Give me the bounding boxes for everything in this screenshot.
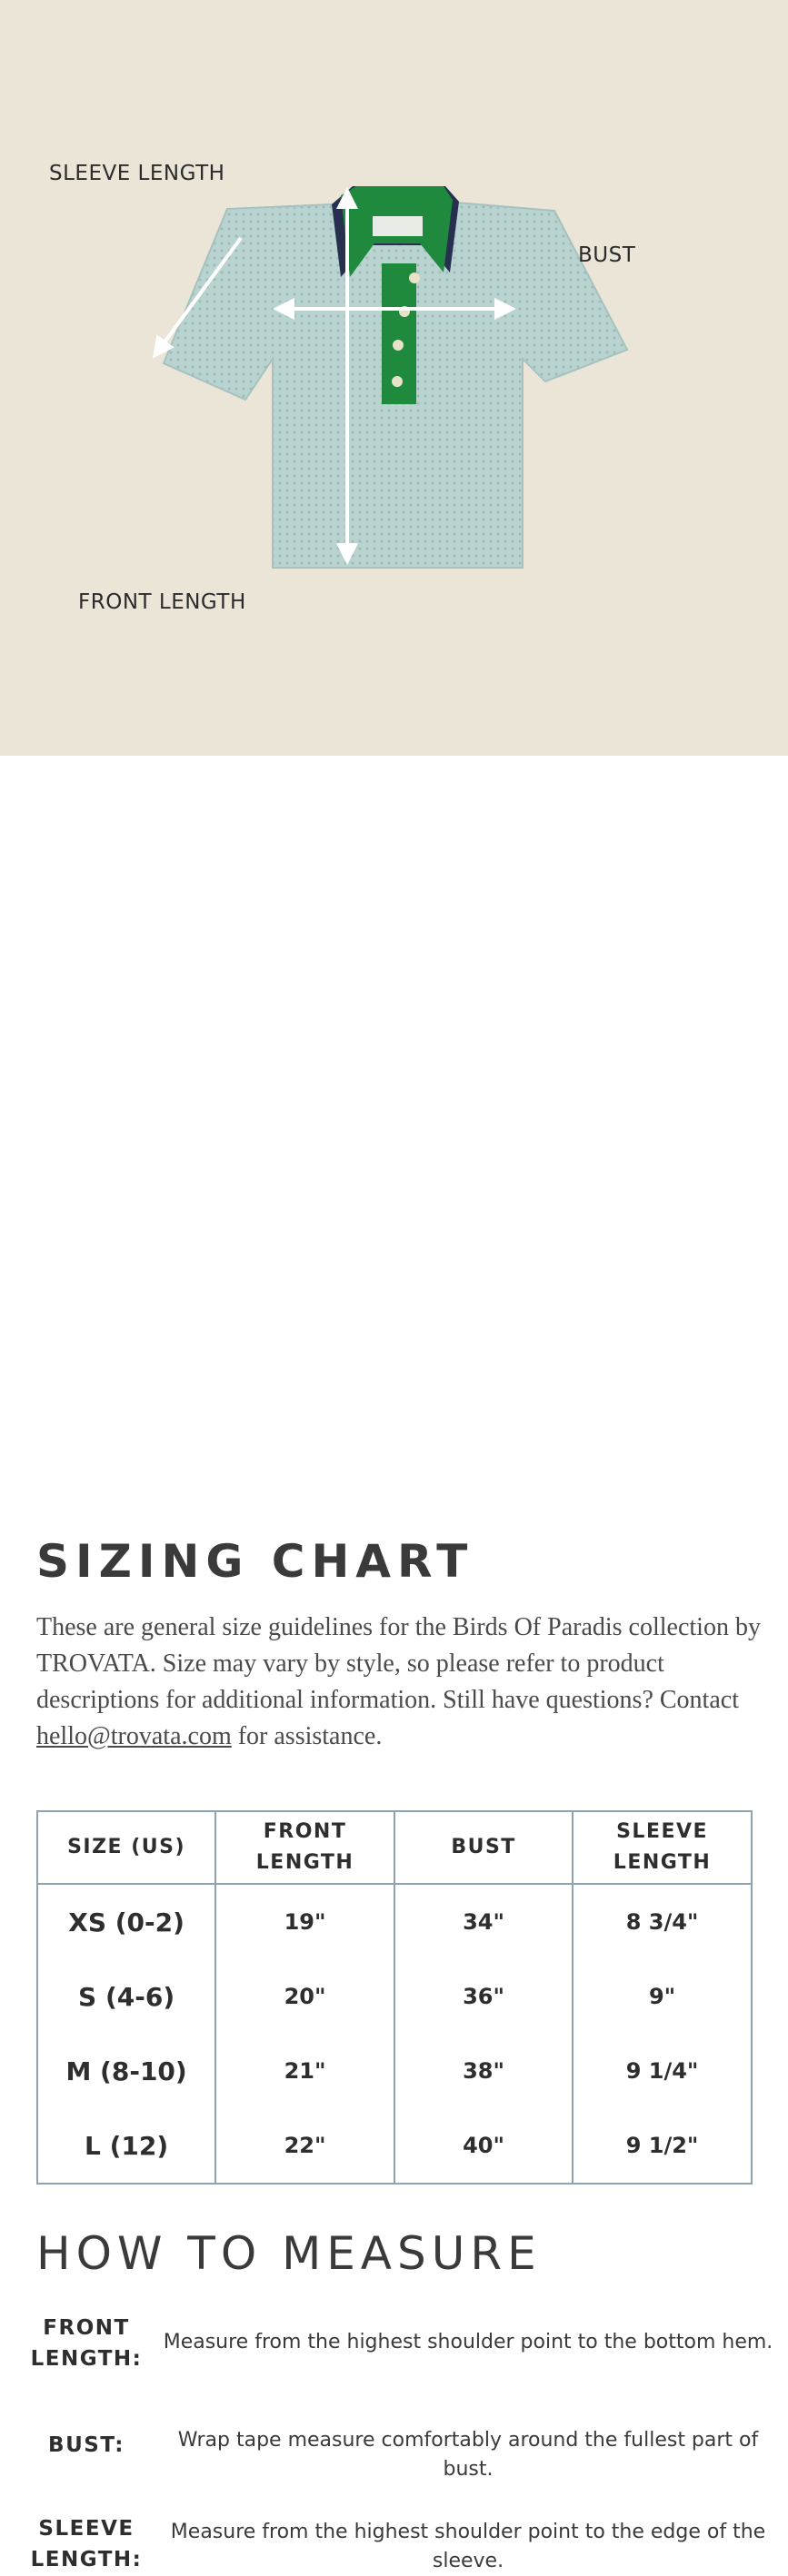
size-cell: M (8-10) (37, 2034, 215, 2108)
sizing-table (36, 1810, 753, 2185)
intro-text-end: for assistance. (231, 1722, 383, 1750)
button-3 (393, 340, 404, 351)
page-title: SIZING CHART (36, 1535, 474, 1588)
size-cell: L (12) (37, 2108, 215, 2184)
table-header-row (37, 1811, 752, 1884)
measure-instruction: Measure from the highest shoulder point to the edge of the sleeve. (170, 2521, 766, 2572)
table-row (37, 1884, 752, 1959)
column-header-bust: BUST (394, 1811, 573, 1884)
column-header-size: SIZE (US) (37, 1811, 215, 1884)
bust-cell: 40" (394, 2108, 573, 2184)
measure-label: FRONT LENGTH: (30, 2316, 143, 2371)
measure-instruction: Measure from the highest shoulder point to the bottom hem. (163, 2331, 773, 2353)
button-4 (392, 376, 403, 387)
sleeve-length-cell: 8 3/4" (573, 1884, 752, 1959)
front-length-label: FRONT LENGTH (78, 590, 246, 614)
bust-cell: 34" (394, 1884, 573, 1959)
front-length-cell: 19" (215, 1884, 394, 1959)
how-to-measure-title: HOW TO MEASURE (36, 2227, 542, 2280)
bust-cell: 38" (394, 2034, 573, 2108)
sleeve-length-label: SLEEVE LENGTH (49, 162, 225, 185)
size-cell: S (4-6) (37, 1959, 215, 2034)
measure-label: SLEEVE LENGTH: (30, 2517, 143, 2571)
product-illustration-panel (0, 0, 788, 756)
column-header-sleeve-length: SLEEVE LENGTH (573, 1811, 752, 1884)
bust-label: BUST (578, 243, 636, 267)
front-length-cell: 22" (215, 2108, 394, 2184)
measure-instruction: Wrap tape measure comfortably around the fullest part of bust. (177, 2429, 759, 2481)
button-1 (409, 272, 420, 283)
contact-email-link[interactable]: hello@trovata.com (36, 1722, 232, 1750)
table-row (37, 1959, 752, 2034)
table-row (37, 2034, 752, 2108)
bust-cell: 36" (394, 1959, 573, 2034)
column-header-front-length: FRONT LENGTH (215, 1811, 394, 1884)
front-length-cell: 21" (215, 2034, 394, 2108)
sleeve-length-cell: 9" (573, 1959, 752, 2034)
size-cell: XS (0-2) (37, 1884, 215, 1959)
intro-paragraph (36, 1610, 763, 1755)
sleeve-length-cell: 9 1/4" (573, 2034, 752, 2108)
polo-shirt-illustration (0, 0, 788, 756)
table-row (37, 2108, 752, 2184)
front-length-cell: 20" (215, 1959, 394, 2034)
measure-label: BUST: (48, 2433, 125, 2457)
neck-label (373, 216, 423, 236)
intro-text: These are general size guidelines for the Birds Of Paradis collection by TROVATA. Size may vary by style, so please refer to product descriptions for additional information. Still have questions? Contact (36, 1613, 761, 1714)
sleeve-length-cell: 9 1/2" (573, 2108, 752, 2184)
